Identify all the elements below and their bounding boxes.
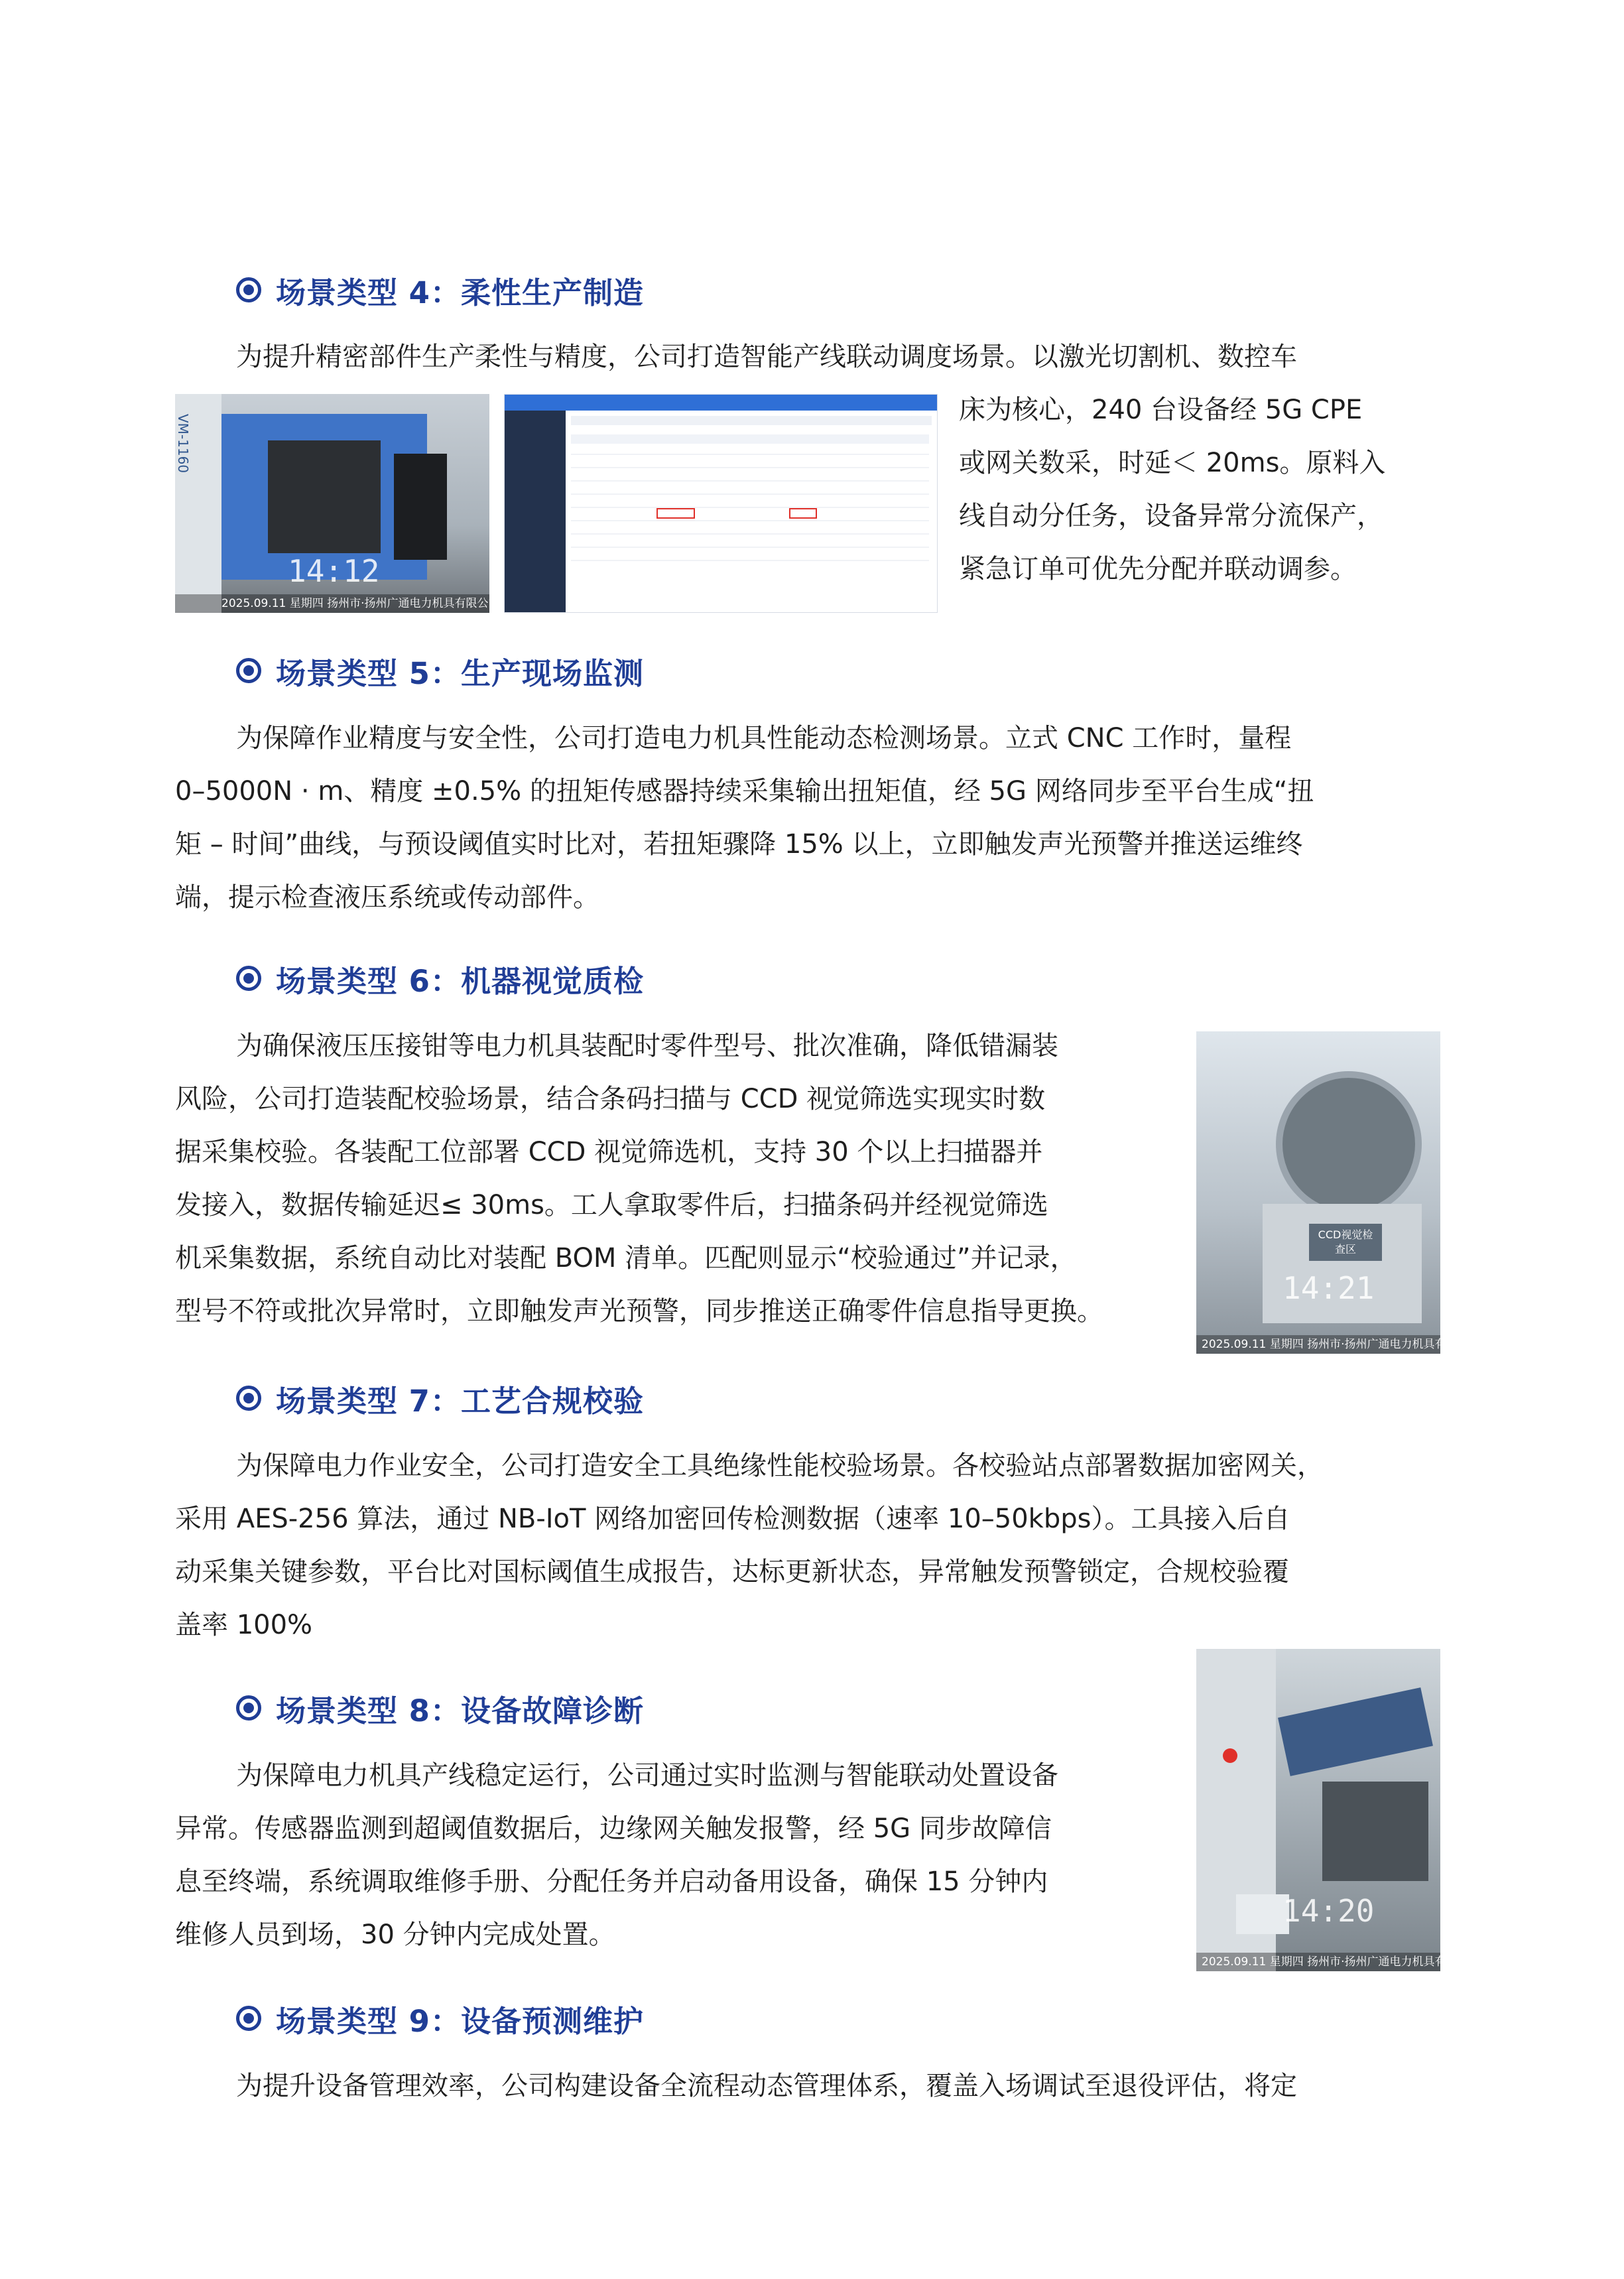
section-heading-7 [236,1378,644,1418]
section-6-line-1-wrap [236,1019,1058,1073]
conveyor-chute [1278,1687,1433,1776]
section-8-line-2: 异常。传感器监测到超阈值数据后，边缘网关触发报警，经 5G 同步故障信 [175,1813,1052,1844]
control-panel [394,454,447,560]
section-5-line-3: 矩 – 时间”曲线，与预设阈值实时比对，若扭矩骤降 15% 以上，立即触发声光预警并推送运维终 [175,829,1303,860]
machine-unit [1322,1782,1428,1881]
section-6-line-3: 据采集校验。各装配工位部署 CCD 视觉筛选机，支持 30 个以上扫描器并 [175,1137,1043,1167]
section-5-line-1: 为保障作业精度与安全性，公司打造电力机具性能动态检测场景。立式 CNC 工作时，量程 [236,723,1292,753]
section-9-line-1-wrap [236,2059,1297,2113]
section-6-line-5: 机采集数据，系统自动比对装配 BOM 清单。匹配则显示“校验通过”并记录， [175,1243,1077,1273]
section-4-line-4: 线自动分任务，设备异常分流保产， [959,501,1383,531]
photo-caption: 2025.09.11 星期四 扬州市·扬州广通电力机具有限公司 [1196,1335,1440,1354]
section-heading-9 [236,1998,644,2038]
container [1236,1894,1289,1934]
section-8-line-3: 息至终端，系统调取维修手册、分配任务并启动备用设备，确保 15 分钟内 [175,1866,1048,1897]
section-7-line-1: 为保障电力作业安全，公司打造安全工具绝缘性能校验场景。各校验站点部署数据加密网关， [236,1451,1324,1481]
section-4-line-1: 为提升精密部件生产柔性与精度，公司打造智能产线联动调度场景。以激光切割机、数控车 [236,342,1297,372]
photo-time: 14:21 [1282,1270,1375,1306]
section-7-line-1-wrap [236,1439,1324,1492]
section-7-line-4: 盖率 100% [175,1610,313,1640]
photo-caption: 2025.09.11 星期四 扬州市·扬州广通电力机具有限公司 [175,594,489,613]
dashboard-header [505,395,937,411]
photo-time: 14:12 [288,553,380,589]
dashboard-sidebar [505,411,566,612]
section-heading-8 [236,1688,644,1728]
section-8-line-4: 维修人员到场，30 分钟内完成处置。 [175,1920,615,1950]
section-6-line-1: 为确保液压压接钳等电力机具装配时零件型号、批次准确，降低错漏装 [236,1031,1058,1061]
section-4-line-5: 紧急订单可优先分配并联动调参。 [959,554,1357,584]
section-6-line-6: 型号不符或批次异常时，立即触发声光预警，同步推送正确零件信息指导更换。 [175,1296,1103,1327]
section-title: 场景类型 4：柔性生产制造 [276,275,644,310]
section-heading-4 [236,270,644,310]
photo-time: 14:20 [1282,1893,1375,1929]
section-5-paragraph-cont [175,765,1314,924]
cnc-machine-photo [175,394,500,613]
section-6-paragraph [175,1073,1103,1338]
dashboard-screenshot [504,394,938,613]
section-8-paragraph [175,1802,1052,1961]
section-title: 场景类型 6：机器视觉质检 [276,963,644,999]
section-title: 场景类型 7：工艺合规校验 [276,1383,644,1419]
section-5-paragraph [236,712,1291,765]
section-4-line-3: 或网关数采，时延＜ 20ms。原料入 [959,448,1386,478]
fault-diagnosis-photo [1196,1649,1480,1971]
section-5-line-4: 端，提示检查液压系统或传动部件。 [175,882,599,913]
target-bullet-icon [236,658,261,683]
dashboard-table [571,434,929,587]
section-title: 场景类型 8：设备故障诊断 [276,1693,644,1728]
machine-window [268,440,381,553]
section-8-line-1: 为保障电力机具产线稳定运行，公司通过实时监测与智能联动处置设备 [236,1760,1058,1791]
machine-label: VM-1160 [175,414,191,474]
target-bullet-icon [236,2006,261,2031]
section-9-line-1: 为提升设备管理效率，公司构建设备全流程动态管理体系，覆盖入场调试至退役评估，将定 [236,2071,1297,2101]
dashboard-tabs [571,416,932,425]
section-6-line-2: 风险，公司打造装配校验场景，结合条码扫描与 CCD 视觉筛选实现实时数 [175,1084,1046,1114]
section-8-line-1-wrap [236,1749,1058,1802]
section-4-line-2: 床为核心，240 台设备经 5G CPE [959,395,1363,425]
photo-caption: 2025.09.11 星期四 扬州市·扬州广通电力机具有限公司 [1196,1953,1440,1971]
section-title: 场景类型 9：设备预测维护 [276,2003,644,2039]
section-6-line-4: 发接入，数据传输延迟≤ 30ms。工人拿取零件后，扫描条码并经视觉筛选 [175,1190,1048,1220]
section-heading-6 [236,958,644,998]
section-7-line-3: 动采集关键参数，平台比对国标阈值生成报告，达标更新状态，异常触发预警锁定，合规校验覆 [175,1557,1289,1587]
target-bullet-icon [236,966,261,991]
section-title: 场景类型 5：生产现场监测 [276,655,644,691]
section-5-line-2: 0–5000N · m、精度 ±0.5% 的扭矩传感器持续采集输出扭矩值，经 5G 网络同步至平台生成“扭 [175,776,1314,807]
target-bullet-icon [236,1695,261,1721]
target-bullet-icon [236,277,261,302]
section-7-line-2: 采用 AES-256 算法，通过 NB-IoT 网络加密回传检测数据（速率 10–50kbps）。工具接入后自 [175,1504,1290,1534]
ccd-inspection-photo [1196,1031,1480,1354]
section-7-paragraph [175,1492,1290,1652]
vibratory-bowl [1276,1071,1422,1217]
ccd-panel-label: CCD视觉检查区 [1309,1224,1382,1261]
target-bullet-icon [236,1386,261,1411]
section-heading-5 [236,651,644,690]
alarm-button [1223,1748,1237,1763]
